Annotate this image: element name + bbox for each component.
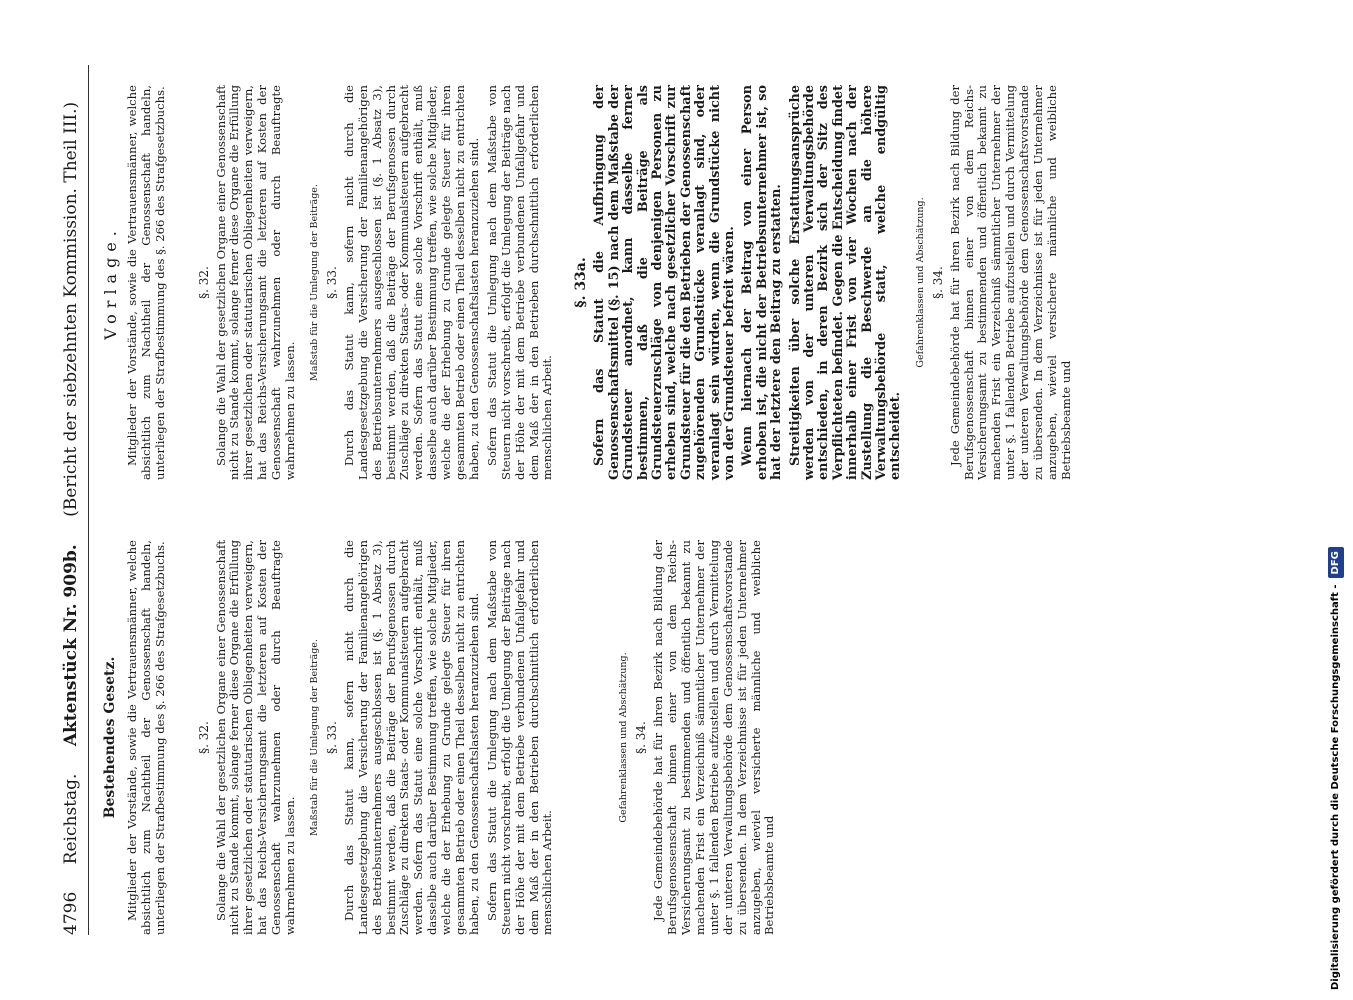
column-existing-law [102, 540, 781, 935]
column-title-existing: Bestehendes Gesetz. [102, 656, 118, 819]
header-reichstag: Reichstag. [61, 773, 81, 865]
section-33: §. 33. [324, 266, 339, 299]
paragraph-33a-new-2: Wenn hiernach der Beitrag von einer Person erhoben ist, die nicht der Betriebsunternehmer ist, so hat der letztere den Beitrag zu erstatten. [740, 85, 785, 480]
header-bericht: (Bericht der siebzehnten Kommission. Theil III.) [61, 101, 81, 517]
subhead-34: Gefahrenklassen und Abschätzung. [618, 652, 630, 823]
subhead-33: Maßstab für die Umlegung der Beiträge. [308, 639, 320, 836]
paragraph-32: Solange die Wahl der gesetzlichen Organe einer Genossenschaft nicht zu Stande kommt, solange ferner diese Organe die Erfüllung ihrer gesetzlichen oder statutarischen Obliegenheiten verweigern, hat das Reichs-Versicherungsamt die letzteren auf Kosten der Genossenschaft wahrzunehmen oder durch Beauftragte wahrnehmen zu lassen. [213, 85, 298, 480]
paragraph-32: Solange die Wahl der gesetzlichen Organe einer Genossenschaft nicht zu Stande kommt, solange ferner diese Organe die Erfüllung ihrer gesetzlichen oder statutarischen Obliegenheiten verweigern, hat das Reichs-Versicherungsamt die letzteren auf Kosten der Genossenschaft wahrzunehmen oder durch Beauftragte wahrnehmen zu lassen. [213, 540, 298, 935]
paragraph-34: Jede Gemeindebehörde hat für ihren Bezirk nach Bildung der Berufsgenossenschaft binnen einer von dem Reichs-Versicherungsamt zu bestimmenden und öffentlich bekannt zu machenden Frist ein Verzeichniß sämmtlicher Unternehmer der unter §. 1 fallenden Betriebe aufzustellen und durch Vermittelung der unteren Verwaltungsbehörde dem Genossenschaftsvorstande zu übersenden. In dem Verzeichnisse ist für jeden Unternehmer anzugeben, wieviel versicherte männliche und weibliche Betriebsbeamte und [651, 540, 777, 935]
subhead-33: Maßstab für die Umlegung der Beiträge. [308, 184, 320, 381]
section-34: §. 34. [634, 721, 649, 754]
paragraph-33b: Sofern das Statut die Umlegung nach dem Maßstabe von Steuern nicht vorschreibt, erfolgt die Umlegung der Beiträge nach der Höhe der mit dem Betriebe verbundenen Unfallgefahr und dem Maß der in den Betrieben durchschnittlich erforderlichen menschlichen Arbeit. [484, 540, 555, 935]
paragraph-33a-new-1: Sofern das Statut die Aufbringung der Genossenschaftsmittel (§. 15) nach dem Maßstabe der Grundsteuer anordnet, kann dasselbe ferner bestimmen, daß die Beiträge als Grundsteuerzuschläge von denjenigen Personen zu erheben sind, welche nach gesetzlicher Vorschrift zur Grundsteuer für die den Betrieben der Genossenschaft zugehörenden Grundstücke veranlagt sind, oder veranlagt sein würden, wenn die Grundstücke nicht von der Grundsteuer befreit wären. [592, 85, 737, 480]
subhead-34: Gefahrenklassen und Abschätzung. [914, 197, 926, 368]
header-aktenstueck: Aktenstück Nr. 909b. [61, 544, 81, 747]
paragraph-33a-new-3: Streitigkeiten über solche Erstattungsansprüche werden von der unteren Verwaltungsbehörde entschieden, in deren Bezirk sich der Sitz des Verpflichteten befindet. Gegen die Entscheidung findet innerhalb einer Frist von vier Wochen nach der Zustellung die Beschwerde an die höhere Verwaltungsbehörde statt, welche endgültig entscheidet. [787, 85, 904, 480]
paragraph-34: Jede Gemeindebehörde hat für ihren Bezirk nach Bildung der Berufsgenossenschaft binnen einer von dem Reichs-Versicherungsamt zu bestimmenden und öffentlich bekannt zu machenden Frist ein Verzeichniß sämmtlicher Unternehmer der unter §. 1 fallenden Betriebe aufzustellen und durch Vermittelung der unteren Verwaltungsbehörde dem Genossenschaftsvorstande zu übersenden. In dem Verzeichnisse ist für jeden Unternehmer anzugeben, wieviel versicherte männliche und weibliche Betriebsbeamte und [947, 85, 1073, 480]
digitization-credit [1326, 0, 1346, 990]
section-32: §. 32. [196, 721, 211, 754]
rotated-page [58, 65, 1073, 935]
paragraph-33a: Durch das Statut kann, sofern nicht durch die Landesgesetzgebung die Versicherung der Familienangehörigen des Betriebsunternehmers ausgeschlossen ist (§. 1 Absatz 3), bestimmt werden, daß die Beiträge der Berufsgenossen durch Zuschläge zu direkten Staats- oder Kommunalsteuern aufgebracht werden. Sofern das Statut eine solche Vorschrift enthält, muß dasselbe auch darüber Bestimmung treffen, wie solche Mitglieder, welche die der Erhebung zu Grunde gelegte Steuer für ihren gesammten Betrieb oder einen Theil desselben nicht zu entrichten haben, zu den Genossenschaftslasten heranzuziehen sind. [341, 85, 481, 480]
section-33: §. 33. [324, 721, 339, 754]
paragraph-intro: Mitglieder der Vorstände, sowie die Vertrauensmänner, welche absichtlich zum Nachtheil der Genossenschaft handeln, unterliegen der Strafbestimmung des §. 266 des Strafgesetzbuchs. [124, 85, 167, 480]
section-34: §. 34. [930, 266, 945, 299]
column-title-proposal: Vorlage. [101, 225, 120, 340]
section-33a: §. 33a. [573, 257, 590, 308]
column-proposal [102, 85, 1078, 480]
credit-text: Digitalisierung gefördert durch die Deutsche Forschungsgemeinschaft - [1330, 584, 1341, 990]
page-number: 4796 [61, 891, 81, 935]
section-32: §. 32. [196, 266, 211, 299]
dfg-logo: DFG [1328, 547, 1344, 578]
paragraph-33a: Durch das Statut kann, sofern nicht durch die Landesgesetzgebung die Versicherung der Familienangehörigen des Betriebsunternehmers ausgeschlossen ist (§. 1 Absatz 3), bestimmt werden, daß die Beiträge der Berufsgenossen durch Zuschläge zu direkten Staats- oder Kommunalsteuern aufgebracht werden. Sofern das Statut eine solche Vorschrift enthält, muß dasselbe auch darüber Bestimmung treffen, wie solche Mitglieder, welche die der Erhebung zu Grunde gelegte Steuer für ihren gesammten Betrieb oder einen Theil desselben nicht zu entrichten haben, zu den Genossenschaftslasten heranzuziehen sind. [341, 540, 481, 935]
paragraph-33b: Sofern das Statut die Umlegung nach dem Maßstabe von Steuern nicht vorschreibt, erfolgt die Umlegung der Beiträge nach der Höhe der mit dem Betriebe verbundenen Unfallgefahr und dem Maß der in den Betrieben durchschnittlich erforderlichen menschlichen Arbeit. [484, 85, 555, 480]
header-rule [88, 65, 89, 935]
running-head [58, 65, 84, 935]
paragraph-intro: Mitglieder der Vorstände, sowie die Vertrauensmänner, welche absichtlich zum Nachtheil der Genossenschaft handeln, unterliegen der Strafbestimmung des §. 266 des Strafgesetzbuchs. [124, 540, 167, 935]
